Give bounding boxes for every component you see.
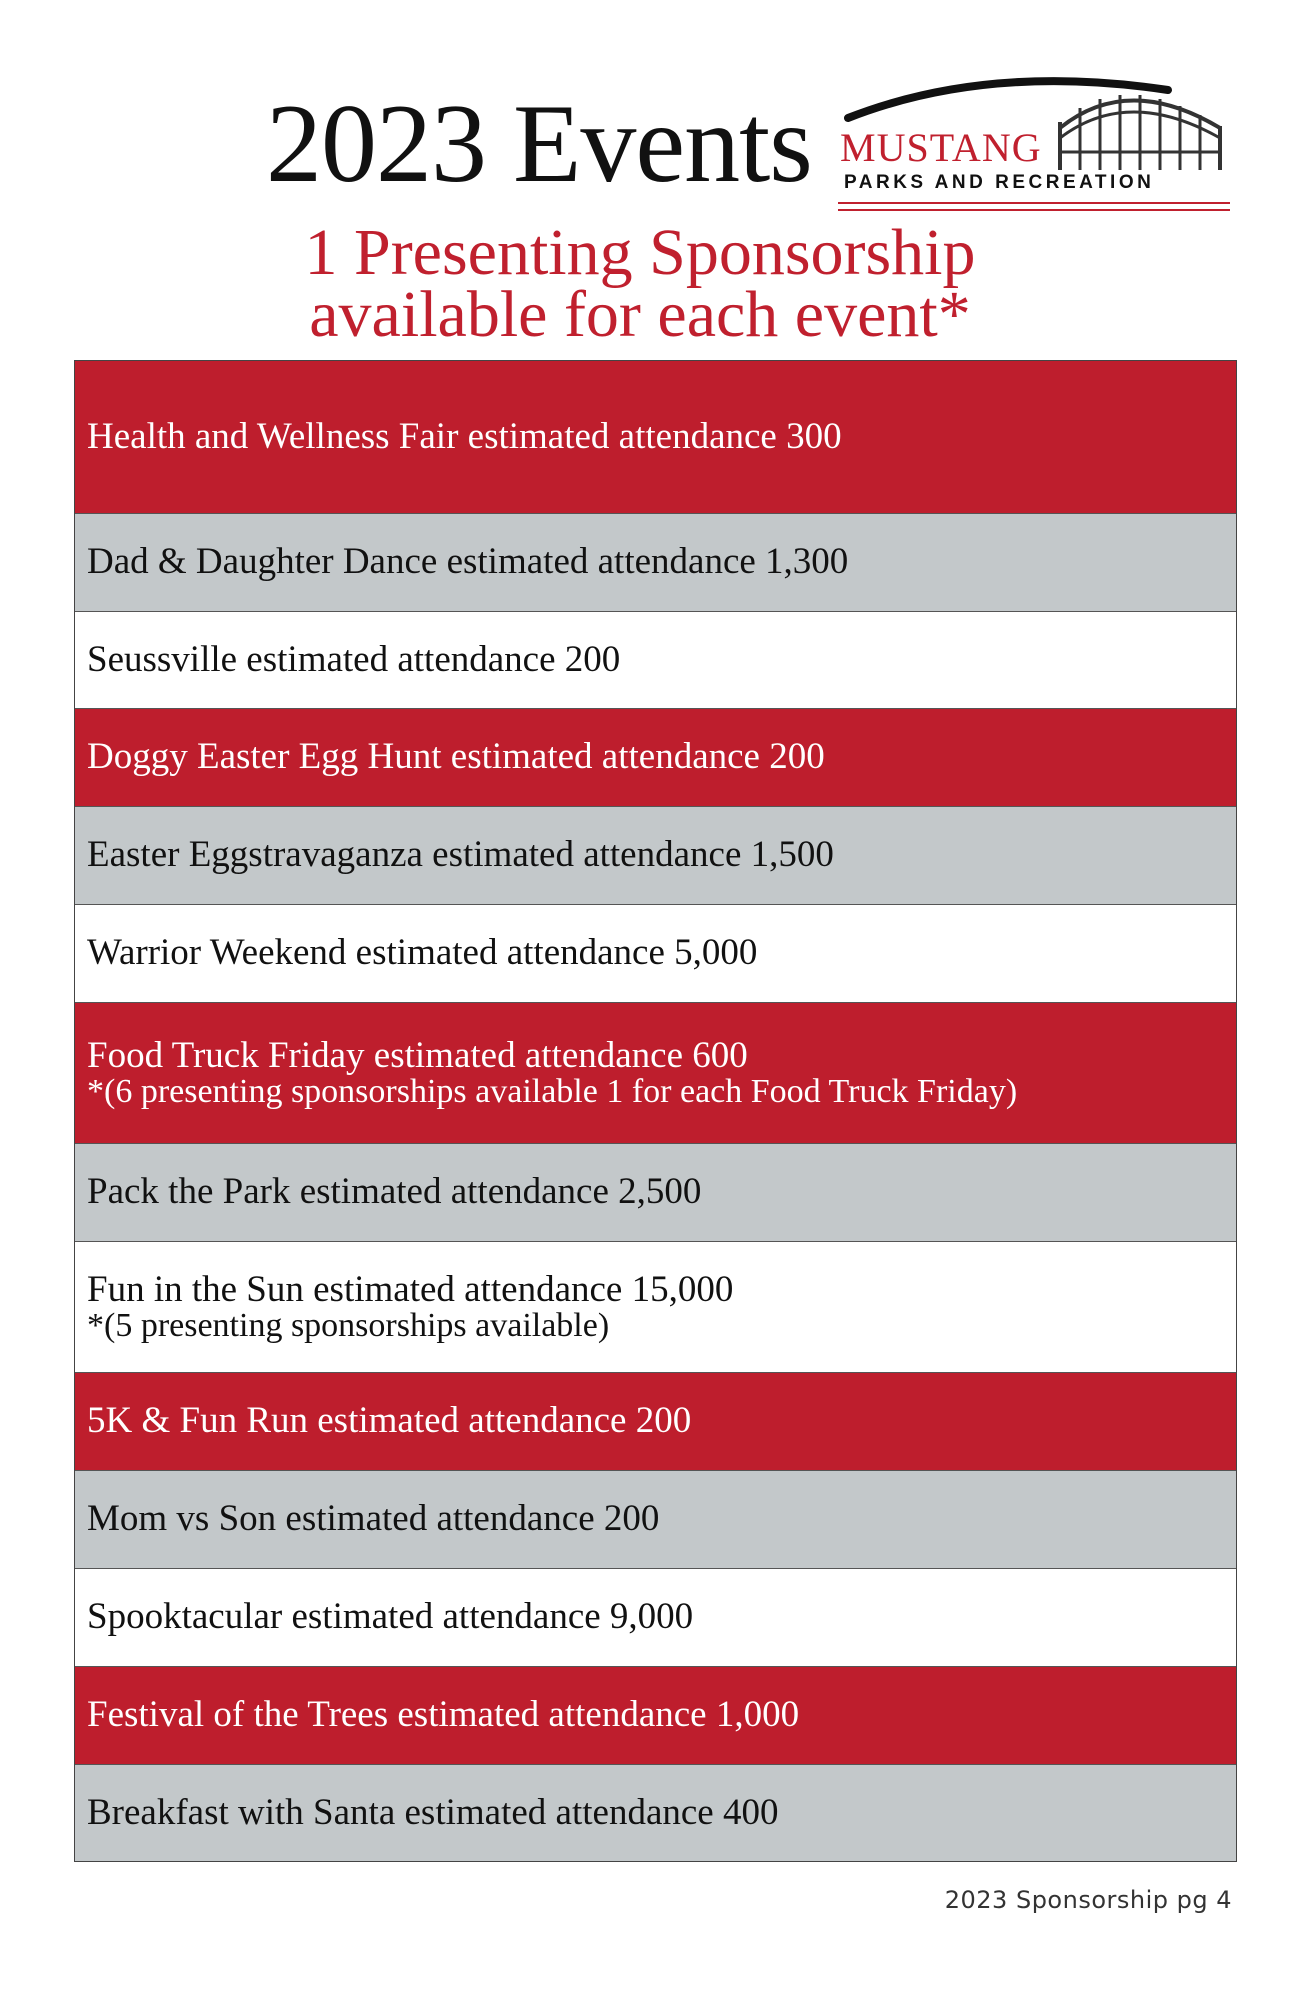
events-table xyxy=(74,360,1237,1862)
logo-tagline: PARKS AND RECREATION xyxy=(844,172,1155,193)
event-text: Spooktacular estimated attendance 9,000 xyxy=(87,1596,694,1638)
event-text: Food Truck Friday estimated attendance 600 xyxy=(87,1034,748,1076)
mustang-parks-logo xyxy=(838,68,1230,218)
event-row xyxy=(75,1241,1236,1372)
event-row xyxy=(75,1143,1236,1241)
event-text: Doggy Easter Egg Hunt estimated attendance 200 xyxy=(87,736,825,778)
event-text: Festival of the Trees estimated attendance 1,000 xyxy=(87,1694,800,1736)
event-row xyxy=(75,1666,1236,1764)
event-note: *(5 presenting sponsorships available) xyxy=(87,1307,610,1345)
logo-name: MUSTANG xyxy=(840,125,1042,170)
event-text: Mom vs Son estimated attendance 200 xyxy=(87,1498,660,1540)
event-text: Pack the Park estimated attendance 2,500 xyxy=(87,1171,702,1213)
event-text: Dad & Daughter Dance estimated attendance 1,300 xyxy=(87,541,849,583)
event-text: Seussville estimated attendance 200 xyxy=(87,638,621,680)
page-title: 2023 Events xyxy=(266,82,812,206)
event-row xyxy=(75,806,1236,904)
event-text: Breakfast with Santa estimated attendance 400 xyxy=(87,1791,779,1833)
event-text: 5K & Fun Run estimated attendance 200 xyxy=(87,1400,692,1442)
event-text: Fun in the Sun estimated attendance 15,000 xyxy=(87,1268,734,1310)
event-row xyxy=(75,1764,1236,1861)
event-row xyxy=(75,904,1236,1002)
event-row xyxy=(75,1002,1236,1143)
event-text: Easter Eggstravaganza estimated attendance 1,500 xyxy=(87,834,834,876)
event-text: Health and Wellness Fair estimated attendance 300 xyxy=(87,415,842,457)
event-note: *(6 presenting sponsorships available 1 for each Food Truck Friday) xyxy=(87,1073,1018,1111)
event-row xyxy=(75,1568,1236,1666)
event-row xyxy=(75,708,1236,806)
page-footer: 2023 Sponsorship pg 4 xyxy=(944,1886,1232,1914)
subtitle-line-1: 1 Presenting Sponsorship xyxy=(304,216,976,289)
event-row xyxy=(75,1372,1236,1470)
event-row xyxy=(75,611,1236,708)
event-row xyxy=(75,1470,1236,1568)
event-row xyxy=(75,361,1236,513)
event-row xyxy=(75,513,1236,611)
subtitle-line-2: available for each event* xyxy=(309,278,971,351)
sponsorship-subtitle xyxy=(240,216,1040,351)
event-text: Warrior Weekend estimated attendance 5,000 xyxy=(87,932,758,974)
